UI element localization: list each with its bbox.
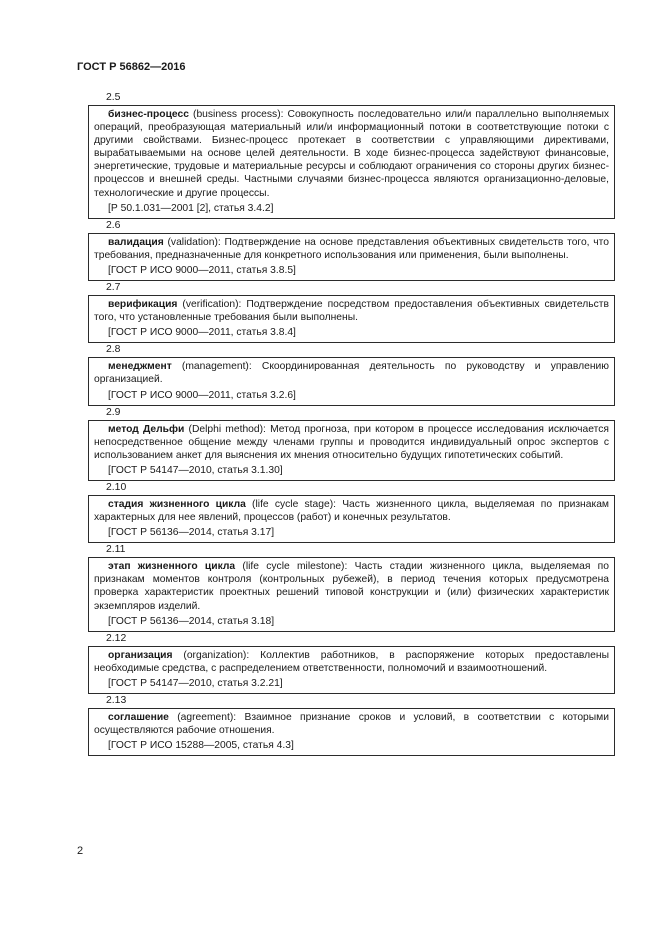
term-name: соглашение [108,712,169,723]
term-definition [94,649,609,675]
term-text: (life cycle milestone): Часть стадии жизненного цикла, выделяемая по признакам моментов контроля (контрольных рубежей), в период течения которых предусмотрена проверка характеристик проектных решений типовой конструкции и (или) физических характеристик экземпляров изделий. [94,561,609,612]
term-text: (organization): Коллектив работников, в распоряжение которых предоставлены необходимые средства, с распределением ответственности, полномочий и взаимоотношений. [94,649,609,674]
term-entry [88,343,615,405]
term-number: 2.10 [106,481,127,493]
term-name: этап жизненного цикла [108,561,236,573]
term-definition [94,298,609,324]
term-text: (verification): Подтверждение посредством предоставления объективных свидетельств того, что установленные требования были выполнены. [94,299,609,324]
term-name: стадия жизненного цикла [108,498,246,510]
term-source: [ГОСТ Р 54147—2010, статья 3.2.21] [108,677,283,689]
term-text: (validation): Подтверждение на основе представления объективных свидетельств того, что требования, предназначенные для конкретного использования или применения, были выполнены. [94,236,609,261]
term-frame [88,295,615,343]
term-entry [88,481,615,543]
term-frame [88,105,615,219]
term-number: 2.13 [106,695,127,706]
term-name: бизнес-процесс [108,109,189,120]
term-entry [88,632,615,694]
term-number: 2.12 [106,632,127,644]
term-entry [88,406,615,481]
term-definition [94,711,609,737]
term-number: 2.9 [106,406,121,418]
standard-designation: ГОСТ Р 56862—2016 [77,61,186,73]
term-number: 2.11 [106,544,126,556]
term-name: менеджмент [108,361,172,373]
term-definition [94,498,609,524]
term-name: верификация [108,299,178,311]
term-source: [ГОСТ Р 54147—2010, статья 3.1.30] [108,464,283,476]
term-number: 2.8 [106,344,121,356]
term-definition [94,236,609,262]
term-number: 2.6 [106,219,121,231]
term-entry [88,219,615,281]
term-definition [94,560,609,612]
term-entry [88,91,615,219]
term-text: (life cycle stage): Часть жизненного цикла, выделяемая по признакам характерных для нее явлений, процессов (работ) и конечных результатов. [94,498,610,524]
term-source: [ГОСТ Р ИСО 9000—2011, статья 3.2.6] [108,389,296,401]
term-number: 2.7 [106,282,121,294]
term-definition [94,108,609,200]
term-frame [88,708,615,756]
terms-list [88,91,615,756]
term-entry [88,694,615,756]
term-text: (management): Скоординированная деятельность по руководству и управлению организацией. [94,361,609,386]
term-source: [ГОСТ Р ИСО 15288—2005, статья 4.3] [108,740,294,752]
page-number: 2 [77,845,84,857]
term-frame [88,357,615,405]
term-source: [ГОСТ Р ИСО 9000—2011, статья 3.8.5] [108,264,296,276]
term-text: (business process): Совокупность последовательно или/и параллельно выполняемых операций, преобразующая материальный или/и информационный потоки в соответствующие потоки с другими свойствами. Бизнес-процесс протекает в соответствии с управляющими директивами, вырабатываемыми на основе целей деятельности. В ходе бизнес-процесса задействуют финансовые, энергетические, трудовые и материальные ресурсы и соблюдают ограничения со стороны других бизнес-процессов и внешней среды. Частными случаями бизнес-процесса являются организационно-деловые, технологические и другие процессы. [94,109,609,199]
term-number: 2.5 [106,92,121,103]
term-source: [ГОСТ Р ИСО 9000—2011, статья 3.8.4] [108,327,296,339]
term-frame [88,557,615,631]
term-entry [88,281,615,343]
term-frame [88,233,615,281]
term-source: [Р 50.1.031—2001 [2], статья 3.4.2] [108,202,274,214]
term-entry [88,543,615,631]
term-name: организация [108,649,173,661]
term-name: валидация [108,236,164,248]
term-source: [ГОСТ Р 56136—2014, статья 3.17] [108,527,275,539]
term-definition [94,423,609,462]
term-text: (agreement): Взаимное признание сроков и условий, в соответствии с которыми осуществляются рабочие отношения. [94,712,609,737]
term-frame [88,420,615,481]
term-frame [88,495,615,543]
term-source: [ГОСТ Р 56136—2014, статья 3.18] [108,615,275,627]
term-definition [94,360,609,386]
term-name: метод Дельфи [108,423,185,435]
term-text: (Delphi method): Метод прогноза, при котором в процессе исследования исключается непосредственное общение между членами группы и проводится индивидуальный опрос экспертов с использованием анкет для выяснения их мнения относительно будущих гипотетических событий. [94,423,609,461]
term-frame [88,646,615,694]
